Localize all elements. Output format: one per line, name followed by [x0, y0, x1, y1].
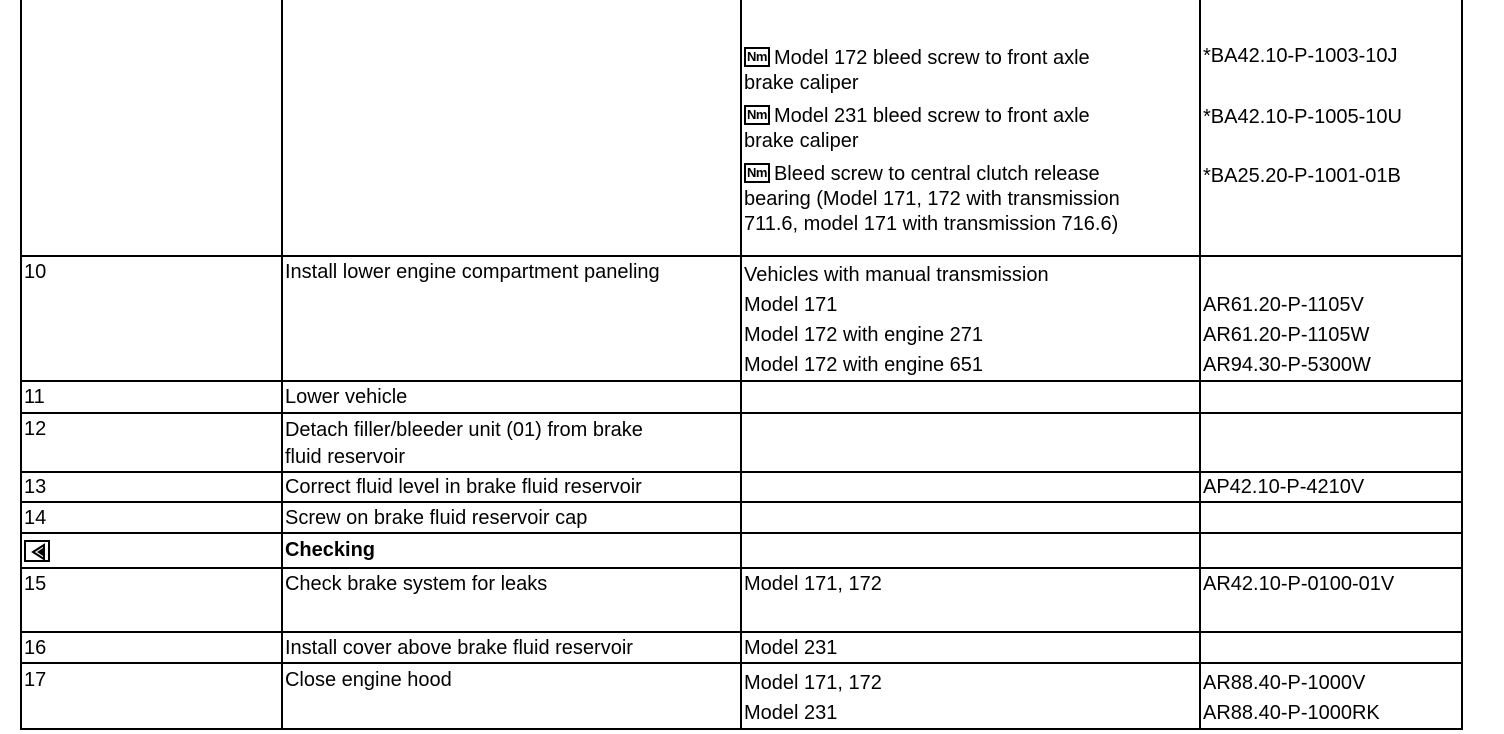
table-row	[21, 0, 1462, 256]
reference-link[interactable]: AR88.40-P-1000RK	[1202, 702, 1380, 724]
table-row	[21, 632, 1462, 663]
step-cell	[21, 0, 282, 256]
action-text: Close engine hood	[282, 663, 741, 729]
note-text: Model 171, 172	[743, 672, 882, 694]
note-text: brake caliper	[743, 130, 859, 152]
refs-cell	[1200, 502, 1462, 533]
refs-cell	[1200, 413, 1462, 472]
notes-cell	[741, 663, 1200, 729]
note-text: 711.6, model 171 with transmission 716.6)	[743, 213, 1119, 235]
section-heading: Checking	[282, 533, 741, 568]
reference-link[interactable]: AR94.30-P-5300W	[1202, 354, 1371, 376]
notes-cell	[741, 472, 1200, 502]
procedure-table	[20, 0, 1463, 730]
reference-link	[1203, 260, 1457, 290]
note-text: Model 231	[743, 702, 838, 724]
torque-nm-icon: Nm	[744, 163, 770, 183]
step-number: 14	[21, 502, 282, 533]
table-row	[21, 502, 1462, 533]
note-text: Model 231 bleed screw to front axle	[773, 105, 1090, 127]
action-text: Lower vehicle	[282, 381, 741, 413]
step-number: 16	[21, 632, 282, 663]
refs-cell	[1200, 256, 1462, 381]
reference-link[interactable]: *BA42.10-P-1003-10J	[1202, 45, 1398, 67]
notes-cell	[741, 502, 1200, 533]
step-number: 17	[21, 663, 282, 729]
reference-link[interactable]: AR61.20-P-1105V	[1202, 294, 1364, 316]
step-number: 10	[21, 256, 282, 381]
step-number: 15	[21, 568, 282, 632]
note-text: Model 172 with engine 271	[743, 324, 984, 346]
refs-cell	[1200, 0, 1462, 256]
table-row	[21, 256, 1462, 381]
notes-cell	[741, 413, 1200, 472]
note-text: Model 172 with engine 651	[743, 354, 984, 376]
reference-link[interactable]: AP42.10-P-4210V	[1200, 472, 1462, 502]
step-number: 13	[21, 472, 282, 502]
action-text: Install cover above brake fluid reservoir	[282, 632, 741, 663]
table-row	[21, 568, 1462, 632]
table-row	[21, 381, 1462, 413]
notes-cell	[741, 256, 1200, 381]
reference-link[interactable]: AR42.10-P-0100-01V	[1200, 568, 1462, 632]
table-row	[21, 413, 1462, 472]
step-number: 11	[21, 381, 282, 413]
action-cell	[282, 0, 741, 256]
step-cell	[21, 533, 282, 568]
note-text: Vehicles with manual transmission	[743, 264, 1049, 286]
note-text: brake caliper	[743, 72, 859, 94]
action-text: Detach filler/bleeder unit (01) from brake	[284, 419, 643, 441]
note-text: Model 171	[743, 294, 838, 316]
notes-cell	[741, 0, 1200, 256]
action-text: Install lower engine compartment paneling	[282, 256, 741, 381]
action-cell	[282, 413, 741, 472]
reference-link[interactable]: AR88.40-P-1000V	[1202, 672, 1366, 694]
reference-link[interactable]: AR61.20-P-1105W	[1202, 324, 1370, 346]
step-number: 12	[21, 413, 282, 472]
action-text: Correct fluid level in brake fluid reservoir	[282, 472, 741, 502]
note-text: bearing (Model 171, 172 with transmission	[743, 188, 1120, 210]
notes-cell	[741, 533, 1200, 568]
action-text: Screw on brake fluid reservoir cap	[282, 502, 741, 533]
table-row	[21, 663, 1462, 729]
action-text: Check brake system for leaks	[282, 568, 741, 632]
refs-cell	[1200, 663, 1462, 729]
table-row	[21, 533, 1462, 568]
reference-link[interactable]: *BA42.10-P-1005-10U	[1202, 106, 1402, 128]
table-row	[21, 472, 1462, 502]
refs-cell	[1200, 381, 1462, 413]
note-text: Model 172 bleed screw to front axle	[773, 47, 1090, 69]
checking-icon	[24, 540, 50, 562]
note-text: Model 171, 172	[741, 568, 1200, 632]
refs-cell	[1200, 632, 1462, 663]
action-text: fluid reservoir	[284, 446, 406, 468]
refs-cell	[1200, 533, 1462, 568]
notes-cell	[741, 381, 1200, 413]
note-text: Bleed screw to central clutch release	[773, 163, 1100, 185]
torque-nm-icon: Nm	[744, 105, 770, 125]
reference-link[interactable]: *BA25.20-P-1001-01B	[1202, 165, 1401, 187]
note-text: Model 231	[741, 632, 1200, 663]
torque-nm-icon: Nm	[744, 47, 770, 67]
